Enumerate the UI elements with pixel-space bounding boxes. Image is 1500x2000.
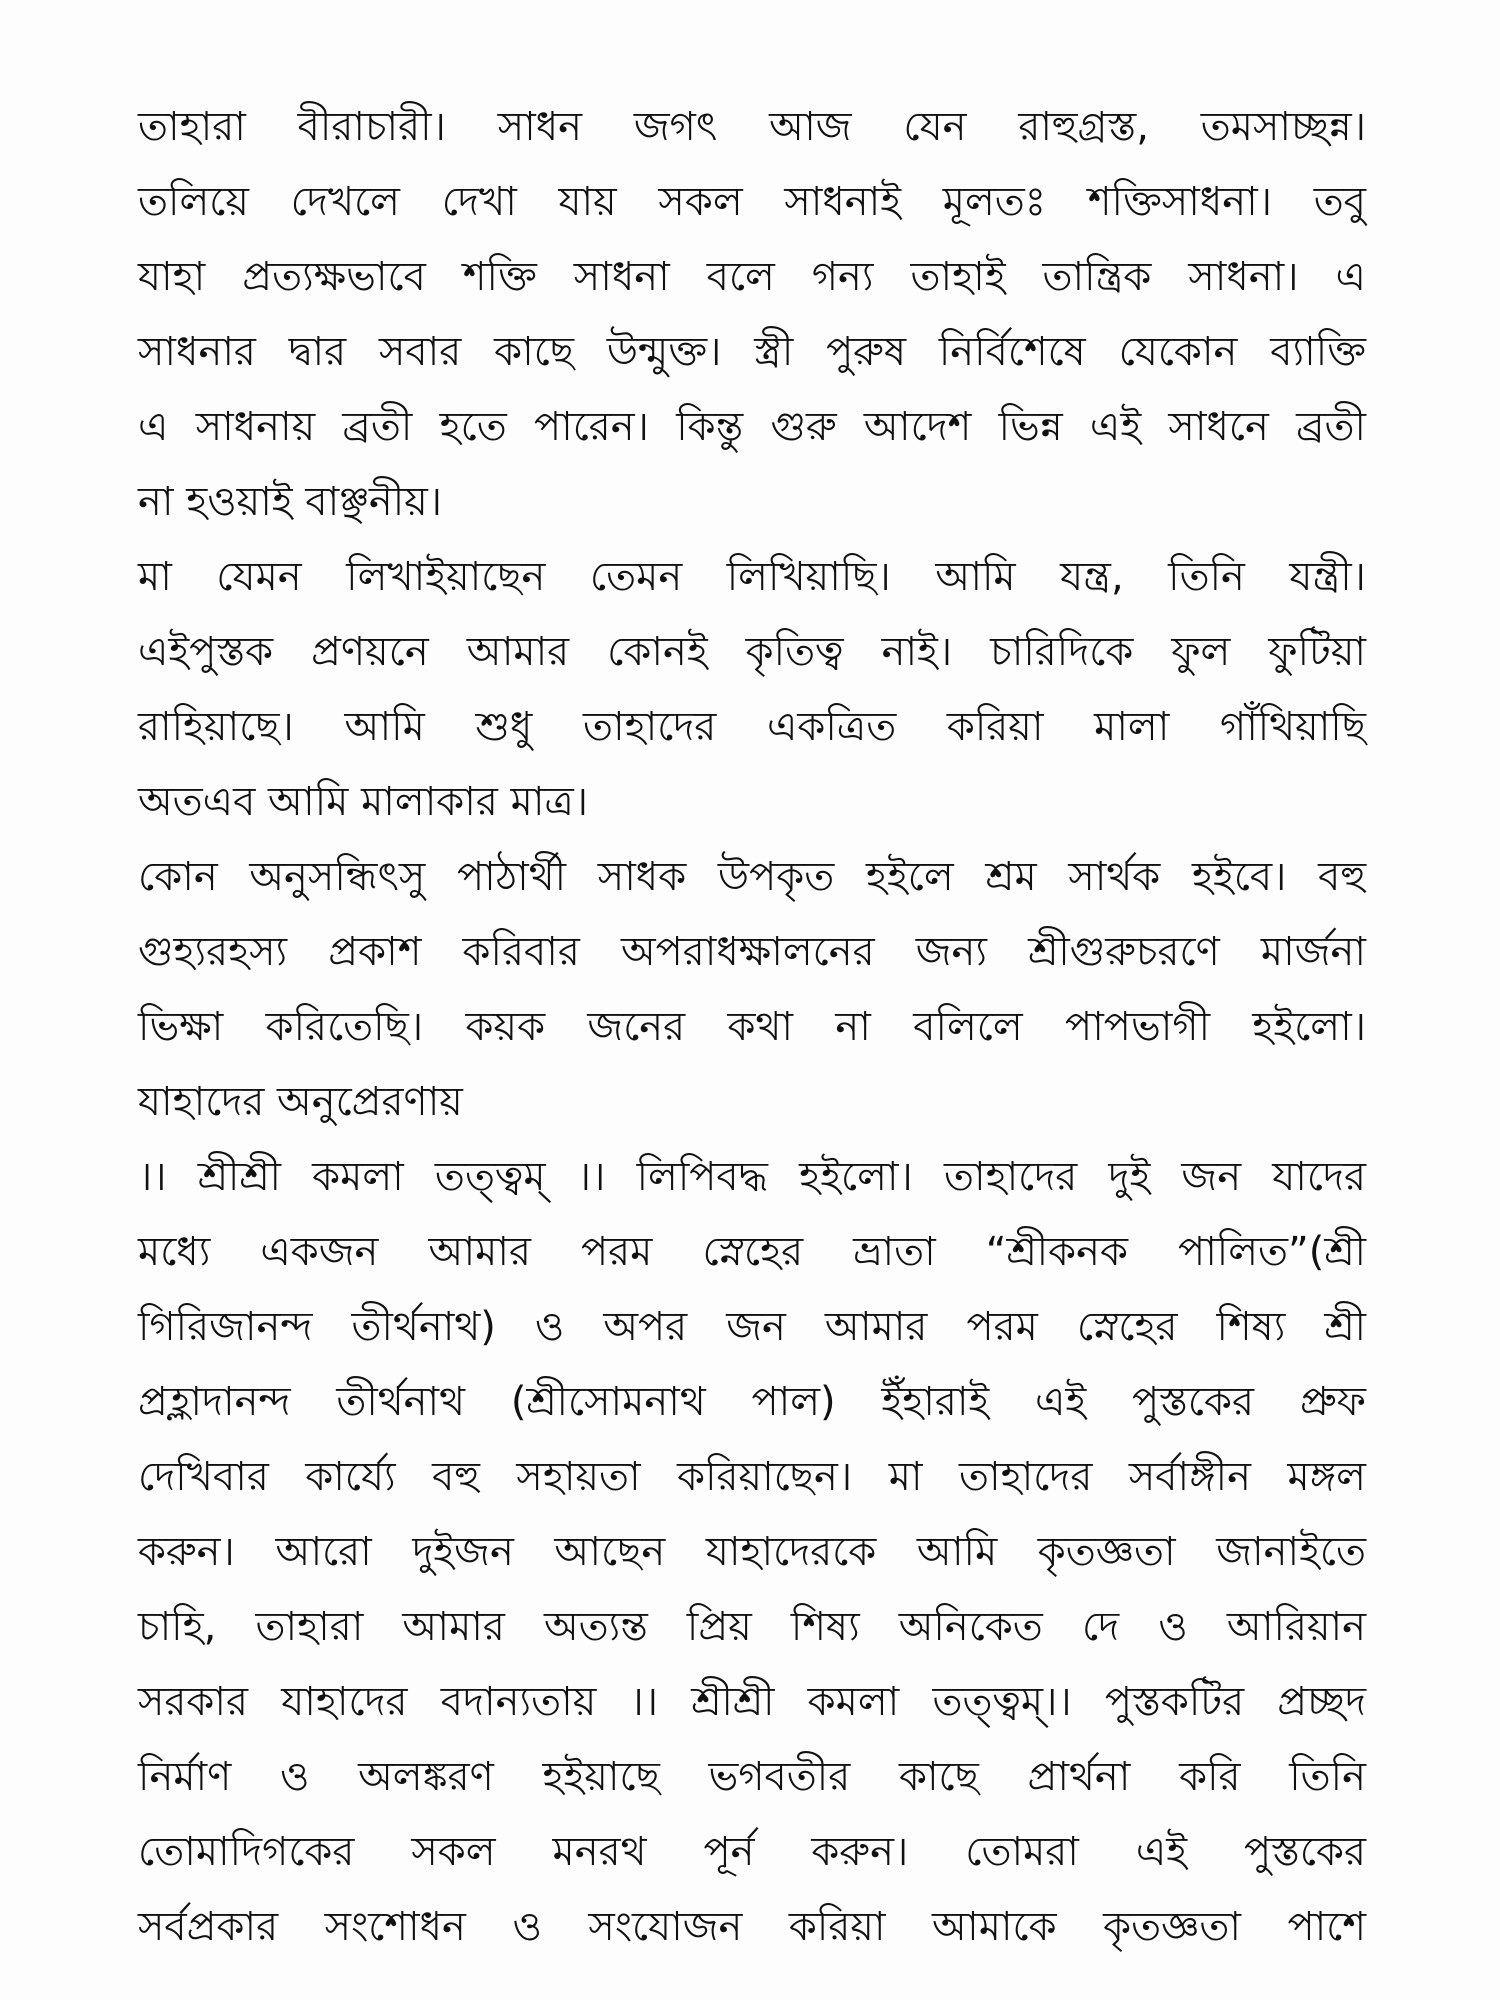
text-line: যাহা প্রত্যক্ষভাবে শক্তি সাধনা বলে গন্য তাহাই তান্ত্রিক সাধনা। এ <box>138 254 1366 300</box>
text-line: সাধনার দ্বার সবার কাছে উন্মুক্ত। স্ত্রী পুরুষ নির্বিশেষে যেকোন ব্যাক্তি <box>138 329 1366 375</box>
text-line: তাহারা বীরাচারী। সাধন জগৎ আজ যেন রাহুগ্রস্ত, তমসাচ্ছন্ন। <box>138 104 1366 150</box>
document-page <box>138 90 1366 1965</box>
text-line: চাহি, তাহারা আমার অত্যন্ত প্রিয় শিষ্য অনিকেত দে ও আরিয়ান <box>138 1604 1366 1650</box>
paragraph <box>138 540 1366 840</box>
text-line: দেখিবার কার্য্যে বহু সহায়তা করিয়াছেন। মা তাহাদের সর্বাঙ্গীন মঙ্গল <box>138 1454 1366 1500</box>
text-line: মা যেমন লিখাইয়াছেন তেমন লিখিয়াছি। আমি যন্ত্র, তিনি যন্ত্রী। <box>138 554 1366 600</box>
text-line: করুন। আরো দুইজন আছেন যাহাদেরকে আমি কৃতজ্ঞতা জানাইতে <box>138 1529 1366 1575</box>
text-line: অতএব আমি মালাকার মাত্র। <box>138 779 589 825</box>
text-line: এইপুস্তক প্রণয়নে আমার কোনই কৃতিত্ব নাই। চারিদিকে ফুল ফুটিয়া <box>138 629 1366 675</box>
paragraph <box>138 1140 1366 1965</box>
text-line: যাহাদের অনুপ্রেরণায় <box>138 1079 463 1125</box>
paragraph <box>138 90 1366 540</box>
text-line: গিরিজানন্দ তীর্থনাথ) ও অপর জন আমার পরম স্নেহের শিষ্য শ্রী <box>138 1304 1366 1350</box>
text-line: প্রহ্লাদানন্দ তীর্থনাথ (শ্রীসোমনাথ পাল) ইঁহারাই এই পুস্তকের প্রুফ <box>138 1379 1366 1425</box>
text-line: সর্বপ্রকার সংশোধন ও সংযোজন করিয়া আমাকে কৃতজ্ঞতা পাশে <box>138 1904 1366 1950</box>
text-line: ভিক্ষা করিতেছি। কয়ক জনের কথা না বলিলে পাপভাগী হইলো। <box>138 1004 1366 1050</box>
text-line: তলিয়ে দেখলে দেখা যায় সকল সাধনাই মূলতঃ শক্তিসাধনা। তবু <box>138 179 1366 225</box>
paragraph <box>138 840 1366 1140</box>
text-line: এ সাধনায় ব্রতী হতে পারেন। কিন্তু গুরু আদেশ ভিন্ন এই সাধনে ব্রতী <box>138 404 1366 450</box>
text-line: রাহিয়াছে। আমি শুধু তাহাদের একত্রিত করিয়া মালা গাঁথিয়াছি <box>138 704 1366 750</box>
text-line: সরকার যাহাদের বদান্যতায় ।। শ্রীশ্রী কমলা তত্ত্বম্।। পুস্তকটির প্রচ্ছদ <box>138 1679 1366 1725</box>
text-line: গুহ্যরহস্য প্রকাশ করিবার অপরাধক্ষালনের জন্য শ্রীগুরুচরণে মার্জনা <box>138 929 1366 975</box>
text-line: তোমাদিগকের সকল মনরথ পূর্ন করুন। তোমরা এই পুস্তকের <box>138 1829 1366 1875</box>
text-line: না হওয়াই বাঞ্ছনীয়। <box>138 479 443 525</box>
text-line: মধ্যে একজন আমার পরম স্নেহের ভ্রাতা “শ্রীকনক পালিত”(শ্রী <box>138 1229 1366 1275</box>
text-line: ।। শ্রীশ্রী কমলা তত্ত্বম্ ।। লিপিবদ্ধ হইলো। তাহাদের দুই জন যাদের <box>138 1154 1366 1200</box>
text-line: নির্মাণ ও অলঙ্করণ হইয়াছে ভগবতীর কাছে প্রার্থনা করি তিনি <box>138 1754 1366 1800</box>
text-line: কোন অনুসন্ধিৎসু পাঠার্থী সাধক উপকৃত হইলে শ্রম সার্থক হইবে। বহু <box>138 854 1366 900</box>
